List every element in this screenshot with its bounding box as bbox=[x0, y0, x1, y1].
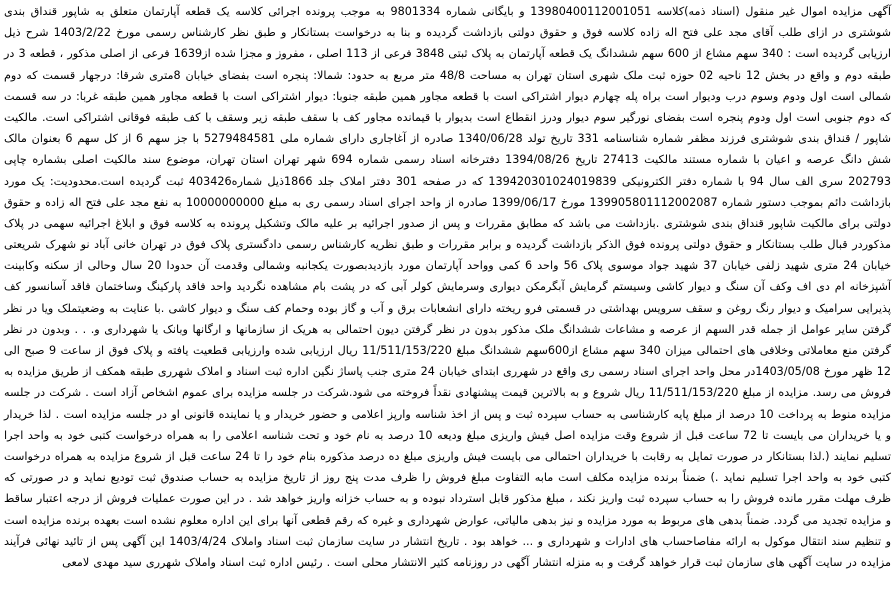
notice-body-text: آگهی مزایده اموال غیر منقول (اسناد ذمه)کلاسه 1398040011200105‪1‬ و بایگانی شماره 9801334 به موجب پرونده اجرائی کلاسه یک قطعه آپارتمان متعلق به شاپور قنداق بندی شوشتری در ازای طلب آقای مجد علی فتح اله زاده کلاسه فوق و حقوق دولتی بازداشت گردیده و بنا به درخواست بستانکار و طبق نظر کارشناس رسمی مورخ 1403/2/22 شرح ذیل ارزیابی گردیده است : 340 سهم مشاع از 600 سهم ششدانگ یک قطعه آپارتمان به پلاک ثبتی 3848 فرعی از 113 اصلی ، مفروز و مجزا شده از1639 فرعی از اصلی مذکور ، قطعه 3 در طبقه دوم و واقع در بخش 12 ناحیه 02 حوزه ثبت ملک شهری استان تهران به مساحت 48/8 متر مربع به حدود: شمالا: پنجره است بفضای خیابان 8متری شرقا: درجهار قسمت که دوم شمالی است اول ودوم وسوم درب ودیوار است براه پله چهارم دیوار اشتراکی است با قطعه مجاور همین طبقه جنوبا: دیوار اشتراکی است با قطعه مجاور همین طبقه غربا: در سه قسمت که دوم جنوبی است اول ودوم پنجره است بفضای نورگیر سوم دیوار ودرز انقطاع است بدیوار با قیمانده مجاور کف با سقف طبقه زیر وسقف با کف طبقه فوقانی اشتراکی است. مالکیت شاپور / قنداق بندی شوشتری فرزند مظفر شماره شناسنامه 331 تاریخ تولد 1340/06/28 صادره از آغاجاری دارای شماره ملی 5279484581 با جز سهم 6 از کل سهم 6 بعنوان مالک شش دانگ عرصه و اعیان با شماره مستند مالکیت 27413 تاریخ 1394/08/26 دفترخانه اسناد رسمی شماره 694 شهر تهران استان تهران، موضوع سند مالکیت اصلی بشماره چاپی 202793 سری الف سال 94 با شماره دفتر الکترونیکی 139420301024019839 که در صفحه 301 دفتر املاک جلد 1866ذیل شماره403426 ثبت گردیده است.محدودیت: یک مورد بازداشت دائم بموجب دستور شماره 139905801112002087 مورخ 1399/06/17 صادره از واحد اجرای اسناد رسمی ری به مبلغ 10000000000 به نفع مجد علی فتح اله زاده و حقوق دولتی برای مالکیت شاپور قنداق بندی شوشتری .بازداشت می باشد که مطابق مقررات و پس از صدور اجرائیه بر علیه مالک وتشکیل پرونده به کلاسه فوق و ابلاغ اجرائیه سهمی در پلاک مذکوردر قبال طلب بستانکار و حقوق دولتی پرونده فوق الذکر بازداشت گردیده و برابر مقررات و طبق نظریه کارشناس رسمی دادگستری پلاک فوق در تهران خانی آباد نو شهرک شریعتی خیابان 24 متری شهید زلفی خیابان 37 شهید جواد موسوی پلاک 56 واحد 6 کمی وواحد آپارتمان مورد بازدیدبصورت یکجانبه وشمالی وقدمت آن حدودا 20 سال وحالی از سکنه وکابینت آشپزخانه ام دی اف وکف آن سنگ و دیوار کاشی وسیستم گرمایش آبگرمکن دیواری وسرمایش کولر آبی که در پشت بام مشاهده نگردید واحد فاقد پارکینگ وساختمان فاقد آسانسور کف پذیرایی سرامیک و دیوار رنگ روغن و سقف سرویس بهداشتی در قسمتی فرو ریخته دارای انشعابات برق و آب و گاز بوده وحمام کف سنگ و دیوار کاشی .با عنایت به وضعیتملک ویا در نظر گرفتن سایر عوامل از جمله قدر السهم از عرصه و مشاعات ششدانگ ملک مذکور بدون در نظر گرفتن دیون احتمالی به هریک از سازمانها و ارگانها وبانک یا شهرداری و. . . وبدون در نظر گرفتن منع معاملاتی وخلافی های احتمالی میزان 340 سهم مشاع از600سهم ششدانگ مبلغ 11/511/153/220 ریال ارزیابی شده وارزیابی قطعیت یافته و پلاک فوق از ساعت 9 صبح الی 12 ظهر مورخ 1403/05/08در محل واحد اجرای اسناد رسمی ری واقع در شهرری ابتدای خیابان 24 متری جنب پاساژ نگین اداره ثبت اسناد و املاک شهرری طبقه همکف از طریق مزایده به فروش می رسد. مزایده از مبلغ 11/511/153/220 ریال شروع و به بالاترین قیمت پیشنهادی نقداً فروخته می شود.شرکت در جلسه مزایده برای عموم اشخاص آزاد است . شرکت در جلسه مزایده منوط به پرداخت 10 درصد از مبلغ پایه کارشناسی به حساب سپرده ثبت و پس از اخذ شناسه وارپز اعلامی و حضور خریدار و یا نماینده قانونی او در جلسه مزایده است . لذا خریدار و یا خریداران می بایست تا 72 ساعت قبل از شروع وقت مزایده اصل فیش واریزی مبلغ ودیعه 10 درصد به نام خود و تحت شناسه اعلامی را به همراه درخواست کتبی خود به واحد اجرا تسلیم نمایند (.لذا بستانکار در صورت تمایل به رقابت با خریداران احتمالی می بایست فیش واریزی مبلغ ده درصد مذکوره بنام خود را تا 24 ساعت قبل از شروع مزایده به همراه درخواست کتبی خود به واحد اجرا تسلیم نماید .) ضمناً برنده مزایده مکلف است مابه التفاوت مبلغ فروش را ظرف مدت پنج روز از تاریخ مزایده به حساب صندوق ثبت تودیع نماید و در صورتی که ظرف مهلت مقرر مانده فروش را به حساب سپرده ثبت واریز نکند ، مبلغ مذکور قابل استرداد نبوده و به حساب خزانه واریز خواهد شد . در این صورت عملیات فروش از درجه اعتبار ساقط و مزایده تجدید می گردد. ضمناً بدهی های مربوط به مورد مزایده و نیز بدهی مالیاتی، عوارض شهرداری و غیره که رقم قطعی آنها برای این اداره معلوم نشده است بعهده برنده مزایده است و تنظیم سند انتقال موکول به ارائه مفاصاحساب های ادارات و شهرداری و ... خواهد بود . تاریخ انتشار در سایت سازمان ثبت اسناد واملاک 1403/4/24 این آگهی پس از تائید نهائی فرآیند مزایده در سایت آگهی های سازمان ثبت قرار خواهد گرفت و به منزله انتشار آگهی در روزنامه کثیر الانتشار محلی است . رئیس اداره ثبت اسناد واملاک شهرری سید مهدی لامعی bbox=[4, 5, 892, 569]
